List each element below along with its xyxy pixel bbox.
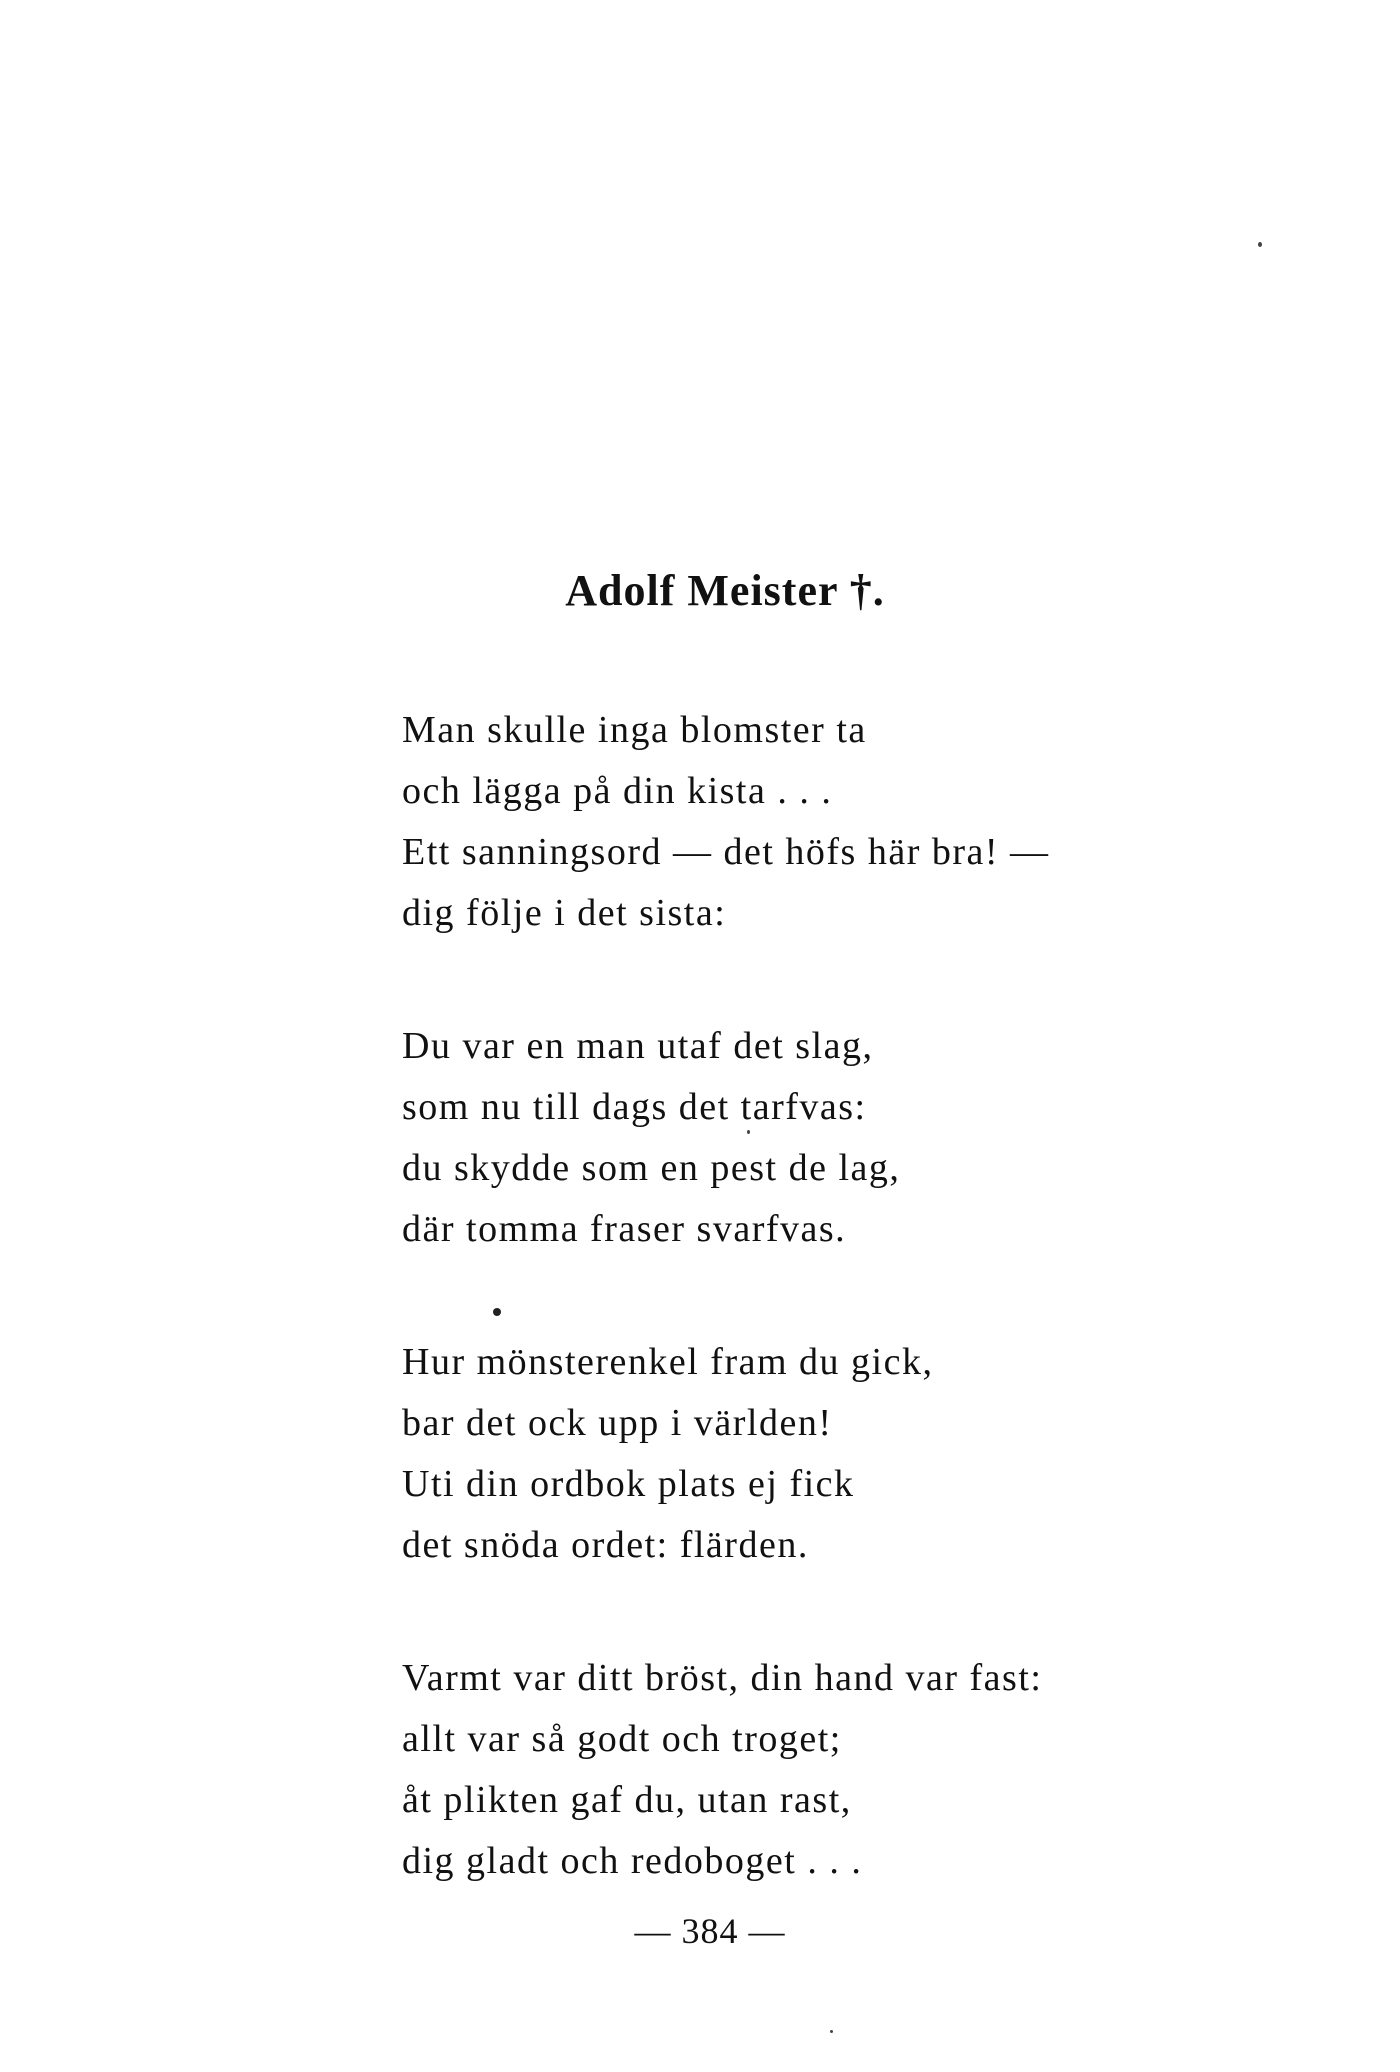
poem-line: Varmt var ditt bröst, din hand var fast:	[402, 1657, 1043, 1699]
poem-title: Adolf Meister †.	[565, 566, 885, 615]
poem-line: och lägga på din kista . . .	[402, 770, 833, 812]
poem-body	[402, 700, 1302, 1964]
poem-line: som nu till dags det tarfvas:	[402, 1086, 867, 1128]
poem-line: dig gladt och redoboget . . .	[402, 1840, 863, 1882]
poem-line: där tomma fraser svarfvas.	[402, 1208, 847, 1250]
scan-speck	[830, 2030, 833, 2033]
scan-speck	[747, 1130, 750, 1134]
poem-line: dig följe i det sista:	[402, 892, 727, 934]
scan-speck	[493, 1308, 501, 1316]
stanza-1	[402, 700, 1302, 944]
poem-line: bar det ock upp i världen!	[402, 1402, 833, 1444]
poem-line: Hur mönsterenkel fram du gick,	[402, 1341, 934, 1383]
stanza-2	[402, 1016, 1302, 1260]
scan-speck	[1258, 242, 1262, 247]
stanza-4	[402, 1648, 1302, 1892]
poem-line: Uti din ordbok plats ej fick	[402, 1463, 855, 1505]
page-number: — 384 —	[634, 1911, 786, 1951]
poem-line: Du var en man utaf det slag,	[402, 1025, 874, 1067]
poem-line: Man skulle inga blomster ta	[402, 709, 867, 751]
poem-line: åt plikten gaf du, utan rast,	[402, 1779, 852, 1821]
poem-line: du skydde som en pest de lag,	[402, 1147, 901, 1189]
poem-line: det snöda ordet: flärden.	[402, 1524, 809, 1566]
stanza-3	[402, 1332, 1302, 1576]
poem-line: allt var så godt och troget;	[402, 1718, 842, 1760]
poem-line: Ett sanningsord — det höfs här bra! —	[402, 831, 1050, 873]
